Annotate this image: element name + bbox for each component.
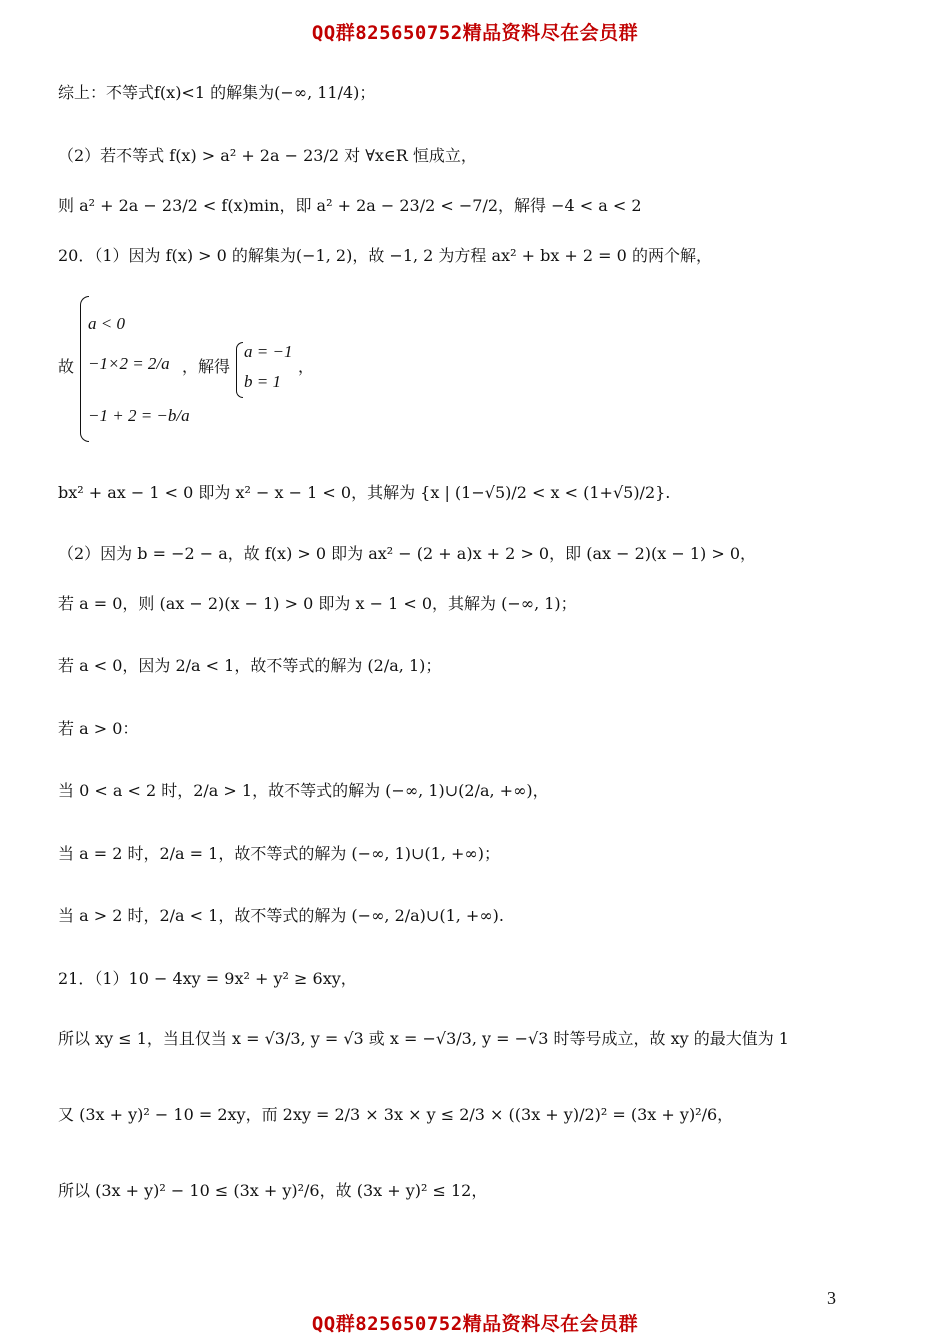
system-eq-3: −1 + 2 = −b/a (88, 406, 190, 425)
brace-right (236, 342, 243, 398)
text-line-4: 20．（1）因为 f(x) > 0 的解集为(−1, 2)，故 −1, 2 为方程 ax² + bx + 2 = 0 的两个解， (58, 246, 712, 265)
watermark-bottom: QQ群825650752精品资料尽在会员群 (311, 1313, 639, 1335)
system-eq-1: a < 0 (88, 314, 125, 333)
text-line-12: 当 a = 2 时，2/a = 1，故不等式的解为 (−∞, 1)∪(1, +∞)； (58, 844, 500, 863)
text-line-14: 21．（1）10 − 4xy = 9x² + y² ≥ 6xy， (58, 969, 357, 988)
text-line-16: 又 (3x + y)² − 10 = 2xy，而 2xy = 2/3 × 3x × y ≤ 2/3 × ((3x + y)/2)² = (3x + y)²/6， (58, 1105, 734, 1124)
text-line-13: 当 a > 2 时，2/a < 1，故不等式的解为 (−∞, 2/a)∪(1, +∞). (58, 906, 504, 925)
text-line-7: （2）因为 b = −2 − a，故 f(x) > 0 即为 ax² − (2 + a)x + 2 > 0，即 (ax − 2)(x − 1) > 0， (58, 544, 757, 563)
text-line-10: 若 a > 0： (58, 719, 139, 738)
solution-eq-1: a = −1 (244, 342, 293, 361)
text-line-2: （2）若不等式 f(x) > a² + 2a − 23/2 对 ∀x∈R 恒成立， (58, 146, 477, 165)
system-prefix: 故 (58, 357, 75, 376)
system-end: ， (298, 357, 315, 376)
text-line-9: 若 a < 0，因为 2/a < 1，故不等式的解为 (2/a, 1)； (58, 656, 442, 675)
text-line-17: 所以 (3x + y)² − 10 ≤ (3x + y)²/6，故 (3x + y)² ≤ 12， (58, 1181, 488, 1200)
text-line-1: 综上：不等式f(x)<1 的解集为(−∞, 11/4)； (58, 83, 376, 102)
text-line-11: 当 0 < a < 2 时，2/a > 1，故不等式的解为 (−∞, 1)∪(2/a, +∞)， (58, 781, 549, 800)
solution-eq-2: b = 1 (244, 372, 281, 391)
watermark-top: QQ群825650752精品资料尽在会员群 (311, 22, 639, 44)
system-eq-2: −1×2 = 2/a (88, 354, 170, 373)
system-mid: ，解得 (182, 357, 231, 376)
text-line-6: bx² + ax − 1 < 0 即为 x² − x − 1 < 0，其解为 {x | (1−√5)/2 < x < (1+√5)/2}. (58, 483, 671, 502)
text-line-8: 若 a = 0，则 (ax − 2)(x − 1) > 0 即为 x − 1 < 0，其解为 (−∞, 1)； (58, 594, 577, 613)
equation-system (58, 292, 658, 442)
page-number: 3 (827, 1288, 836, 1308)
text-line-15: 所以 xy ≤ 1，当且仅当 x = √3/3, y = √3 或 x = −√3/3, y = −√3 时等号成立，故 xy 的最大值为 1 (58, 1029, 789, 1048)
text-line-3: 则 a² + 2a − 23/2 < f(x)min，即 a² + 2a − 23/2 < −7/2，解得 −4 < a < 2 (58, 196, 642, 215)
